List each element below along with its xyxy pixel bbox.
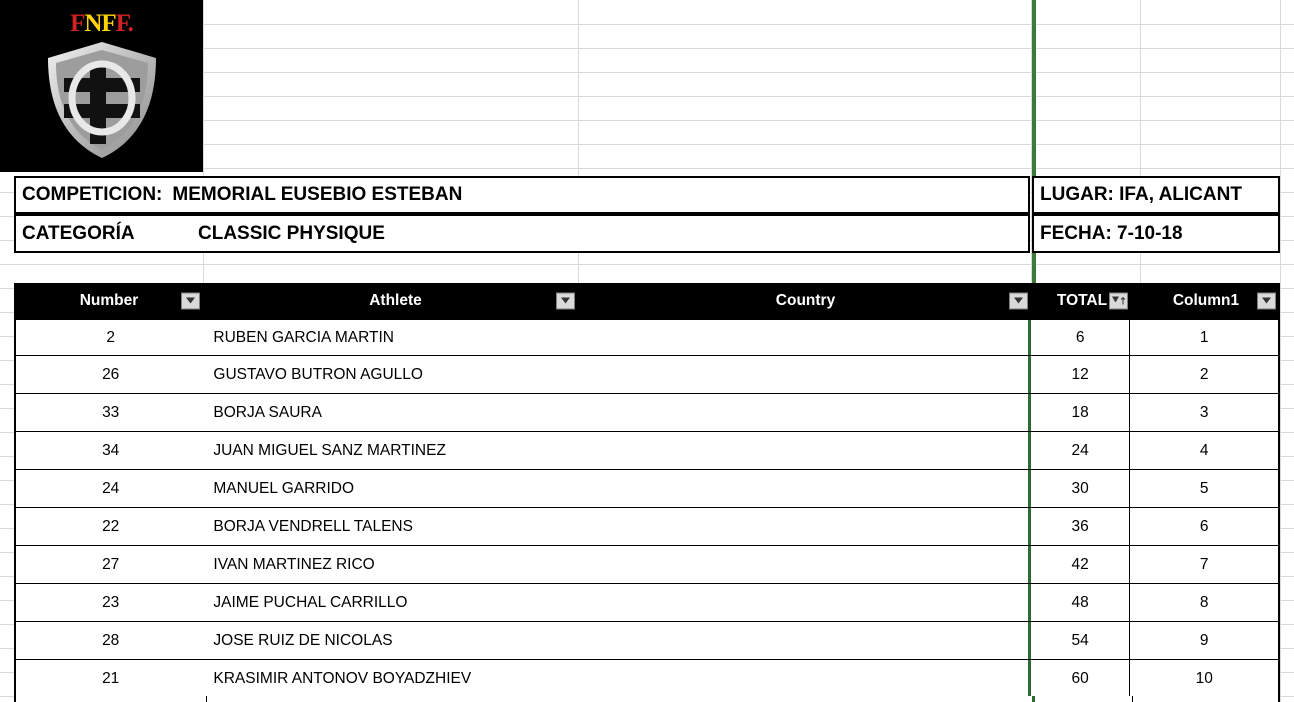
cell-athlete[interactable]: GUSTAVO BUTRON AGULLO — [213, 365, 423, 383]
table-row[interactable] — [14, 394, 1280, 432]
shield-icon — [44, 40, 160, 160]
cell-column1[interactable]: 4 — [1199, 441, 1209, 459]
cell-column1[interactable]: 1 — [1199, 328, 1209, 346]
table-row[interactable] — [14, 356, 1280, 394]
column-header-athlete[interactable] — [204, 283, 579, 318]
table-row[interactable] — [14, 432, 1280, 470]
cell-column1[interactable]: 3 — [1199, 403, 1209, 421]
column-header-country[interactable] — [579, 283, 1032, 318]
logo-letter-f2: F. — [115, 10, 133, 37]
grid-line-vertical — [1280, 0, 1281, 702]
logo-letter-f1: F — [70, 10, 85, 37]
column-header-column1-label: Column1 — [1172, 291, 1240, 309]
table-row[interactable] — [14, 584, 1280, 622]
cell-country[interactable] — [579, 546, 1031, 583]
logo-wordmark — [0, 10, 203, 38]
column-header-athlete-label: Athlete — [369, 291, 422, 309]
category-label: CATEGORÍA — [22, 222, 135, 244]
cell-country[interactable] — [579, 432, 1031, 469]
cell-total[interactable]: 18 — [1031, 394, 1131, 431]
competition-label: COMPETICION: — [22, 184, 163, 205]
cell-column1[interactable]: 5 — [1199, 479, 1209, 497]
results-table — [14, 283, 1280, 698]
column-header-column1[interactable] — [1132, 283, 1280, 318]
table-row[interactable] — [14, 508, 1280, 546]
cell-country[interactable] — [579, 470, 1031, 507]
cell-country[interactable] — [579, 584, 1031, 621]
cell-country[interactable] — [579, 320, 1031, 355]
cell-column1[interactable]: 2 — [1199, 365, 1209, 383]
cell-number[interactable]: 23 — [102, 593, 120, 611]
cell-country[interactable] — [579, 394, 1031, 431]
table-row[interactable] — [14, 470, 1280, 508]
partial-row-divider-1 — [206, 696, 207, 702]
table-row-partial — [14, 696, 1280, 702]
cell-athlete[interactable]: BORJA SAURA — [213, 403, 322, 421]
cell-column1[interactable]: 6 — [1199, 517, 1209, 535]
column-header-total[interactable] — [1032, 283, 1132, 318]
logo-letter-nf: NF — [84, 10, 116, 37]
column-header-country-label: Country — [775, 291, 836, 309]
cell-number[interactable]: 34 — [102, 441, 120, 459]
partial-row-divider-3 — [1132, 696, 1133, 702]
cell-number[interactable]: 28 — [102, 631, 120, 649]
cell-number[interactable]: 24 — [102, 479, 120, 497]
cell-number[interactable]: 27 — [102, 555, 120, 573]
cell-country[interactable] — [579, 356, 1031, 393]
date-cell: FECHA: 7-10-18 — [1032, 214, 1280, 253]
cell-total[interactable]: 48 — [1031, 584, 1131, 621]
column-header-total-label: TOTAL — [1056, 291, 1108, 309]
column-header-number-label: Number — [79, 291, 139, 309]
place-cell: LUGAR: IFA, ALICANT — [1032, 176, 1280, 214]
filter-dropdown-icon-number[interactable] — [181, 292, 200, 309]
category-value: CLASSIC PHYSIQUE — [198, 222, 385, 244]
competition-title-cell — [14, 176, 1030, 214]
filter-dropdown-icon-country[interactable] — [1009, 292, 1028, 309]
table-row[interactable] — [14, 622, 1280, 660]
column-header-number[interactable] — [14, 283, 204, 318]
table-row[interactable] — [14, 318, 1280, 356]
cell-total[interactable]: 30 — [1031, 470, 1131, 507]
cell-athlete[interactable]: BORJA VENDRELL TALENS — [213, 517, 413, 535]
fnff-logo — [0, 0, 203, 172]
cell-total[interactable]: 54 — [1031, 622, 1131, 659]
cell-column1[interactable]: 7 — [1199, 555, 1209, 573]
cell-athlete[interactable]: JUAN MIGUEL SANZ MARTINEZ — [213, 441, 446, 459]
cell-country[interactable] — [579, 660, 1031, 697]
table-header-row — [14, 283, 1280, 318]
cell-athlete[interactable]: RUBEN GARCIA MARTIN — [213, 328, 394, 346]
cell-total[interactable]: 12 — [1031, 356, 1131, 393]
cell-column1[interactable]: 10 — [1195, 669, 1213, 687]
cell-number[interactable]: 26 — [102, 365, 120, 383]
cell-athlete[interactable]: IVAN MARTINEZ RICO — [213, 555, 375, 573]
competition-value: MEMORIAL EUSEBIO ESTEBAN — [172, 184, 463, 205]
partial-row-divider-2 — [1032, 696, 1035, 702]
category-title-cell — [14, 214, 1030, 253]
cell-total[interactable]: 60 — [1031, 660, 1131, 697]
cell-number[interactable]: 22 — [102, 517, 120, 535]
cell-country[interactable] — [579, 622, 1031, 659]
filter-dropdown-icon-column1[interactable] — [1257, 292, 1276, 309]
cell-total[interactable]: 42 — [1031, 546, 1131, 583]
cell-country[interactable] — [579, 508, 1031, 545]
table-body — [14, 318, 1280, 698]
cell-column1[interactable]: 9 — [1199, 631, 1209, 649]
table-row[interactable] — [14, 660, 1280, 698]
cell-athlete[interactable]: JAIME PUCHAL CARRILLO — [213, 593, 408, 611]
filter-dropdown-icon-athlete[interactable] — [556, 292, 575, 309]
cell-athlete[interactable]: KRASIMIR ANTONOV BOYADZHIEV — [213, 669, 472, 687]
cell-number[interactable]: 33 — [102, 403, 120, 421]
cell-total[interactable]: 24 — [1031, 432, 1131, 469]
cell-athlete[interactable]: JOSE RUIZ DE NICOLAS — [213, 631, 393, 649]
cell-total[interactable]: 36 — [1031, 508, 1131, 545]
cell-athlete[interactable]: MANUEL GARRIDO — [213, 479, 355, 497]
cell-column1[interactable]: 8 — [1199, 593, 1209, 611]
grid-line-horizontal — [0, 264, 1294, 265]
cell-number[interactable]: 21 — [102, 669, 120, 687]
cell-number[interactable]: 2 — [106, 328, 115, 346]
cell-total[interactable]: 6 — [1031, 320, 1131, 355]
sort-ascending-filter-icon-total[interactable] — [1109, 292, 1128, 309]
table-row[interactable] — [14, 546, 1280, 584]
